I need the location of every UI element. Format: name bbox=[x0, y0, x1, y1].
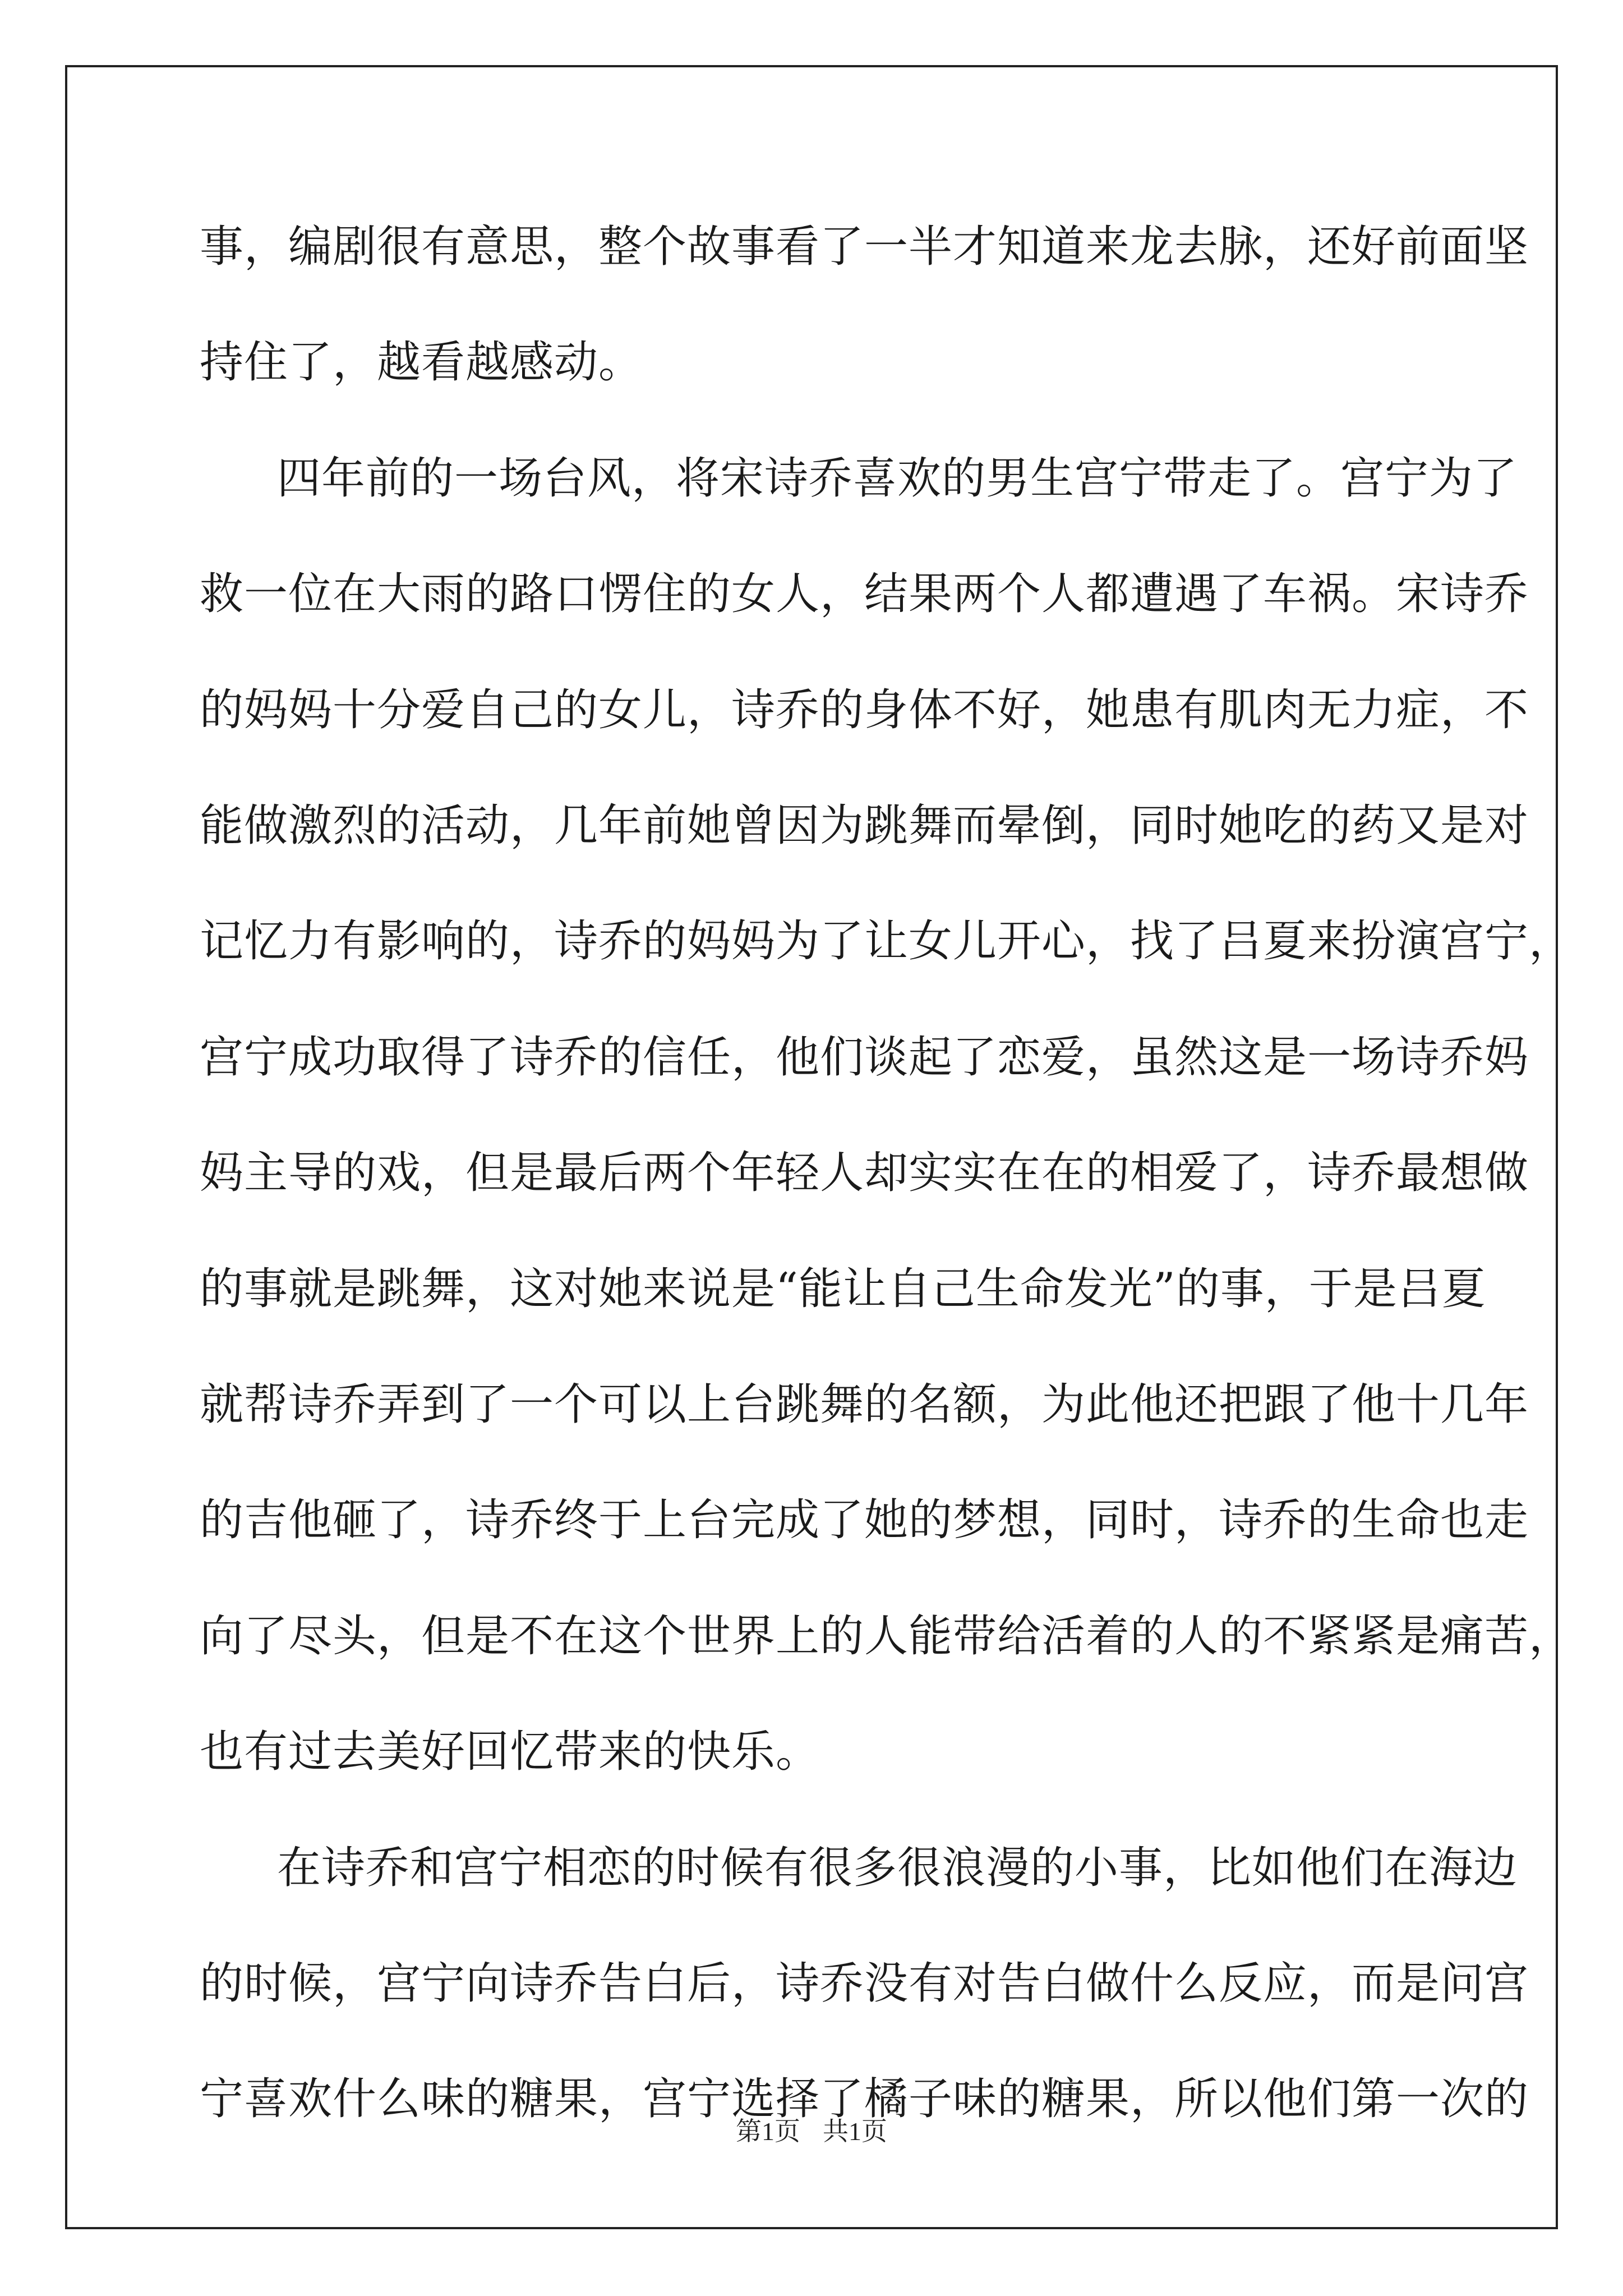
text-line: 能做激烈的活动，几年前她曾因为跳舞而晕倒，同时她吃的药又是对 bbox=[200, 800, 1529, 851]
text-line: 向了尽头，但是不在这个世界上的人能带给活着的人的不紧紧是痛苦， bbox=[200, 1611, 1574, 1662]
text-line: 宫宁成功取得了诗乔的信任，他们谈起了恋爱，虽然这是一场诗乔妈 bbox=[200, 1032, 1529, 1083]
text-line: 的事就是跳舞，这对她来说是“能让自己生命发光”的事，于是吕夏 bbox=[200, 1264, 1486, 1314]
text-line: 就帮诗乔弄到了一个可以上台跳舞的名额，为此他还把跟了他十几年 bbox=[200, 1379, 1529, 1430]
paragraph-start-line: 四年前的一场台风，将宋诗乔喜欢的男生宫宁带走了。宫宁为了 bbox=[277, 453, 1518, 504]
page-footer bbox=[0, 2115, 1623, 2148]
text-line: 的吉他砸了，诗乔终于上台完成了她的梦想，同时，诗乔的生命也走 bbox=[200, 1495, 1529, 1545]
text-line: 事，编剧很有意思，整个故事看了一半才知道来龙去脉，还好前面坚 bbox=[200, 222, 1529, 272]
text-line: 也有过去美好回忆带来的快乐。 bbox=[200, 1727, 820, 1777]
total-pages: 共1页 bbox=[823, 2117, 887, 2146]
text-line: 的妈妈十分爱自己的女儿，诗乔的身体不好，她患有肌肉无力症，不 bbox=[200, 685, 1529, 735]
paragraph-start-line: 在诗乔和宫宁相恋的时候有很多很浪漫的小事，比如他们在海边 bbox=[277, 1843, 1518, 1893]
page-number: 第1页 bbox=[736, 2117, 800, 2146]
text-line: 的时候，宫宁向诗乔告白后，诗乔没有对告白做什么反应，而是问宫 bbox=[200, 1958, 1529, 2009]
text-line: 持住了，越看越感动。 bbox=[200, 337, 643, 388]
text-line: 宁喜欢什么味的糖果，宫宁选择了橘子味的糖果，所以他们第一次的 bbox=[200, 2074, 1529, 2124]
text-line: 妈主导的戏，但是最后两个年轻人却实实在在的相爱了，诗乔最想做 bbox=[200, 1148, 1529, 1198]
text-line: 记忆力有影响的，诗乔的妈妈为了让女儿开心，找了吕夏来扮演宫宁， bbox=[200, 916, 1574, 967]
text-line: 救一位在大雨的路口愣住的女人，结果两个人都遭遇了车祸。宋诗乔 bbox=[200, 569, 1529, 619]
